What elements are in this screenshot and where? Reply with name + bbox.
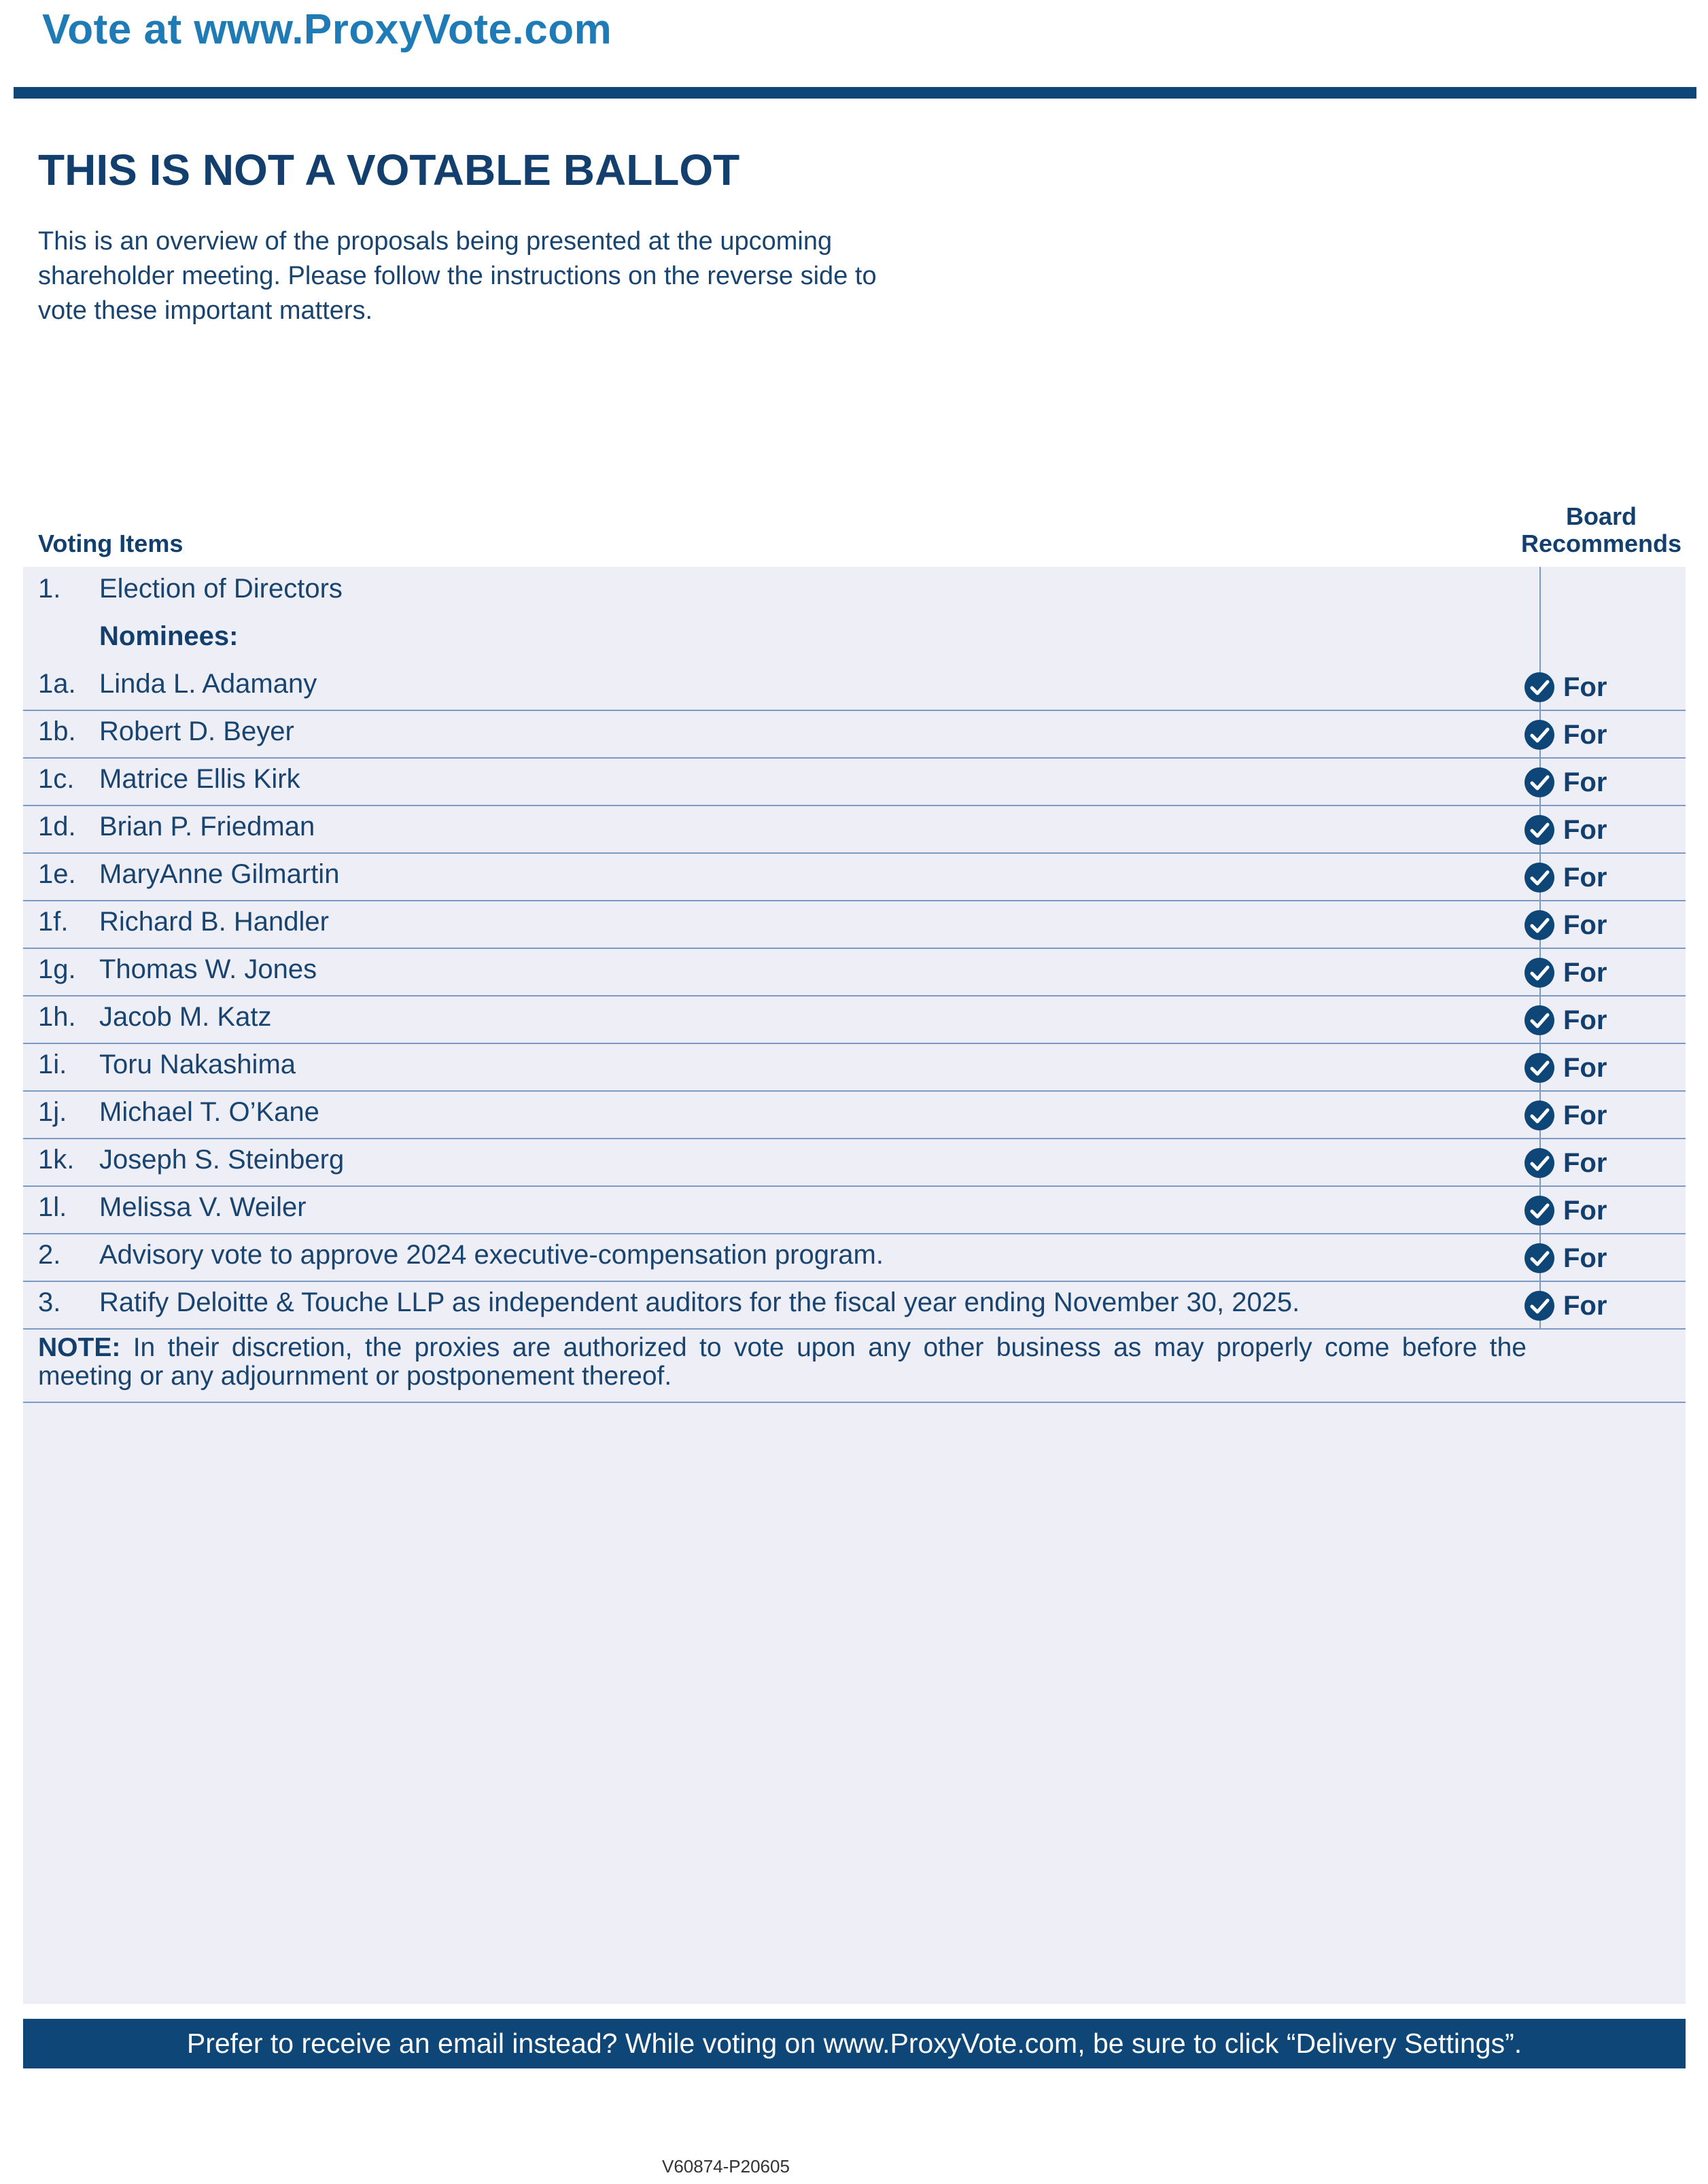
nominee-name: Melissa V. Weiler (99, 1192, 307, 1222)
email-delivery-banner: Prefer to receive an email instead? While voting on www.ProxyVote.com, be sure to click “Delivery Settings”. (23, 2019, 1686, 2068)
recommendation (1524, 1289, 1607, 1322)
note-text: In their discretion, the proxies are authorized to vote upon any other business as may properly come before the meeting or any adjournment or postponement thereof. (38, 1333, 1527, 1391)
recommendation (1524, 1242, 1607, 1275)
nominee-row (23, 1138, 1686, 1187)
recommendation-text: For (1563, 1243, 1607, 1273)
check-circle-icon (1524, 957, 1555, 988)
nominee-number: 1e. (38, 859, 76, 889)
nominee-row (23, 1090, 1686, 1139)
recommendation (1524, 814, 1607, 846)
proposal-number: 3. (38, 1287, 61, 1317)
nominee-number: 1g. (38, 954, 76, 984)
nominee-number: 1j. (38, 1097, 67, 1127)
nominee-number: 1k. (38, 1145, 75, 1175)
recommendation-text: For (1563, 719, 1607, 750)
check-circle-icon (1524, 1290, 1555, 1321)
note-label: NOTE: (38, 1333, 121, 1362)
page-header-title: Vote at www.ProxyVote.com (42, 6, 612, 53)
recommendation (1524, 909, 1607, 941)
nominee-row (23, 948, 1686, 996)
nominee-row (23, 1185, 1686, 1234)
nominee-number: 1l. (38, 1192, 67, 1222)
election-row (23, 567, 1686, 614)
check-circle-icon (1524, 767, 1555, 798)
recommendation-text: For (1563, 1147, 1607, 1178)
note (38, 1334, 1527, 1391)
recommendation (1524, 766, 1607, 799)
proposal-number: 2. (38, 1240, 61, 1270)
nominee-number: 1i. (38, 1050, 67, 1079)
check-circle-icon (1524, 1195, 1555, 1226)
proposal-text: Ratify Deloitte & Touche LLP as independent auditors for the fiscal year ending November 30, 2025. (99, 1287, 1300, 1317)
nominee-name: Michael T. O’Kane (99, 1097, 319, 1127)
nominee-name: Robert D. Beyer (99, 716, 294, 746)
recommendation-text: For (1563, 814, 1607, 845)
header-divider (14, 87, 1696, 99)
nominees-label: Nominees: (99, 621, 239, 651)
recommendation-text: For (1563, 1052, 1607, 1083)
recommendation (1524, 861, 1607, 894)
check-circle-icon (1524, 1052, 1555, 1084)
check-circle-icon (1524, 719, 1555, 750)
recommendation (1524, 1052, 1607, 1084)
note-row (23, 1328, 1686, 1403)
recommendation (1524, 956, 1607, 989)
nominee-row (23, 995, 1686, 1044)
nominee-name: Jacob M. Katz (99, 1002, 272, 1032)
voting-items-header: Voting Items (38, 530, 184, 557)
recommendation-text: For (1563, 862, 1607, 892)
voting-items-panel (23, 567, 1686, 2004)
nominee-row (23, 900, 1686, 949)
intro-text: This is an overview of the proposals being presented at the upcoming shareholder meeting. Please follow the instructions on the reverse side to vote these important matters. (38, 227, 877, 325)
check-circle-icon (1524, 1243, 1555, 1274)
recommendation (1524, 718, 1607, 751)
nominee-number: 1c. (38, 764, 75, 794)
recommendation (1524, 1099, 1607, 1132)
nominee-number: 1a. (38, 669, 76, 699)
proposal-text: Advisory vote to approve 2024 executive-compensation program. (99, 1240, 884, 1270)
nominee-row (23, 1043, 1686, 1092)
nominee-row (23, 662, 1686, 711)
check-circle-icon (1524, 814, 1555, 846)
nominee-number: 1b. (38, 716, 76, 746)
item-label: Election of Directors (99, 574, 343, 604)
check-circle-icon (1524, 862, 1555, 893)
nominee-name: Toru Nakashima (99, 1050, 296, 1079)
recommendation (1524, 1147, 1607, 1179)
board-header-line2: Recommends (1520, 530, 1682, 557)
recommendation-text: For (1563, 957, 1607, 988)
nominee-name: Linda L. Adamany (99, 669, 317, 699)
nominee-name: Richard B. Handler (99, 907, 329, 937)
recommendation-text: For (1563, 1195, 1607, 1226)
nominee-row (23, 852, 1686, 901)
recommendation-text: For (1563, 909, 1607, 940)
recommendation-text: For (1563, 1290, 1607, 1321)
check-circle-icon (1524, 1100, 1555, 1131)
board-header-line1: Board (1565, 502, 1637, 530)
recommendation (1524, 671, 1607, 704)
proposal-row (23, 1233, 1686, 1282)
nominees-heading-row (23, 614, 1686, 662)
check-circle-icon (1524, 909, 1555, 941)
nominee-row (23, 710, 1686, 759)
nominee-name: Brian P. Friedman (99, 812, 315, 842)
recommendation-text: For (1563, 767, 1607, 797)
nominee-row (23, 757, 1686, 806)
recommendation (1524, 1194, 1607, 1227)
nominee-name: Thomas W. Jones (99, 954, 317, 984)
recommendation-text: For (1563, 1100, 1607, 1130)
check-circle-icon (1524, 1005, 1555, 1036)
recommendation (1524, 1004, 1607, 1037)
ballot-heading: THIS IS NOT A VOTABLE BALLOT (38, 145, 740, 194)
board-recommends-header (1520, 503, 1683, 557)
nominee-row (23, 805, 1686, 854)
proposal-row (23, 1281, 1686, 1330)
recommendation-text: For (1563, 672, 1607, 702)
nominee-name: Matrice Ellis Kirk (99, 764, 300, 794)
nominee-number: 1f. (38, 907, 69, 937)
item-number: 1. (38, 574, 61, 604)
check-circle-icon (1524, 672, 1555, 703)
nominee-number: 1d. (38, 812, 76, 842)
check-circle-icon (1524, 1147, 1555, 1179)
document-code: V60874-P20605 (662, 2156, 790, 2177)
nominee-name: MaryAnne Gilmartin (99, 859, 340, 889)
recommendation-text: For (1563, 1005, 1607, 1035)
nominee-name: Joseph S. Steinberg (99, 1145, 345, 1175)
nominee-number: 1h. (38, 1002, 76, 1032)
